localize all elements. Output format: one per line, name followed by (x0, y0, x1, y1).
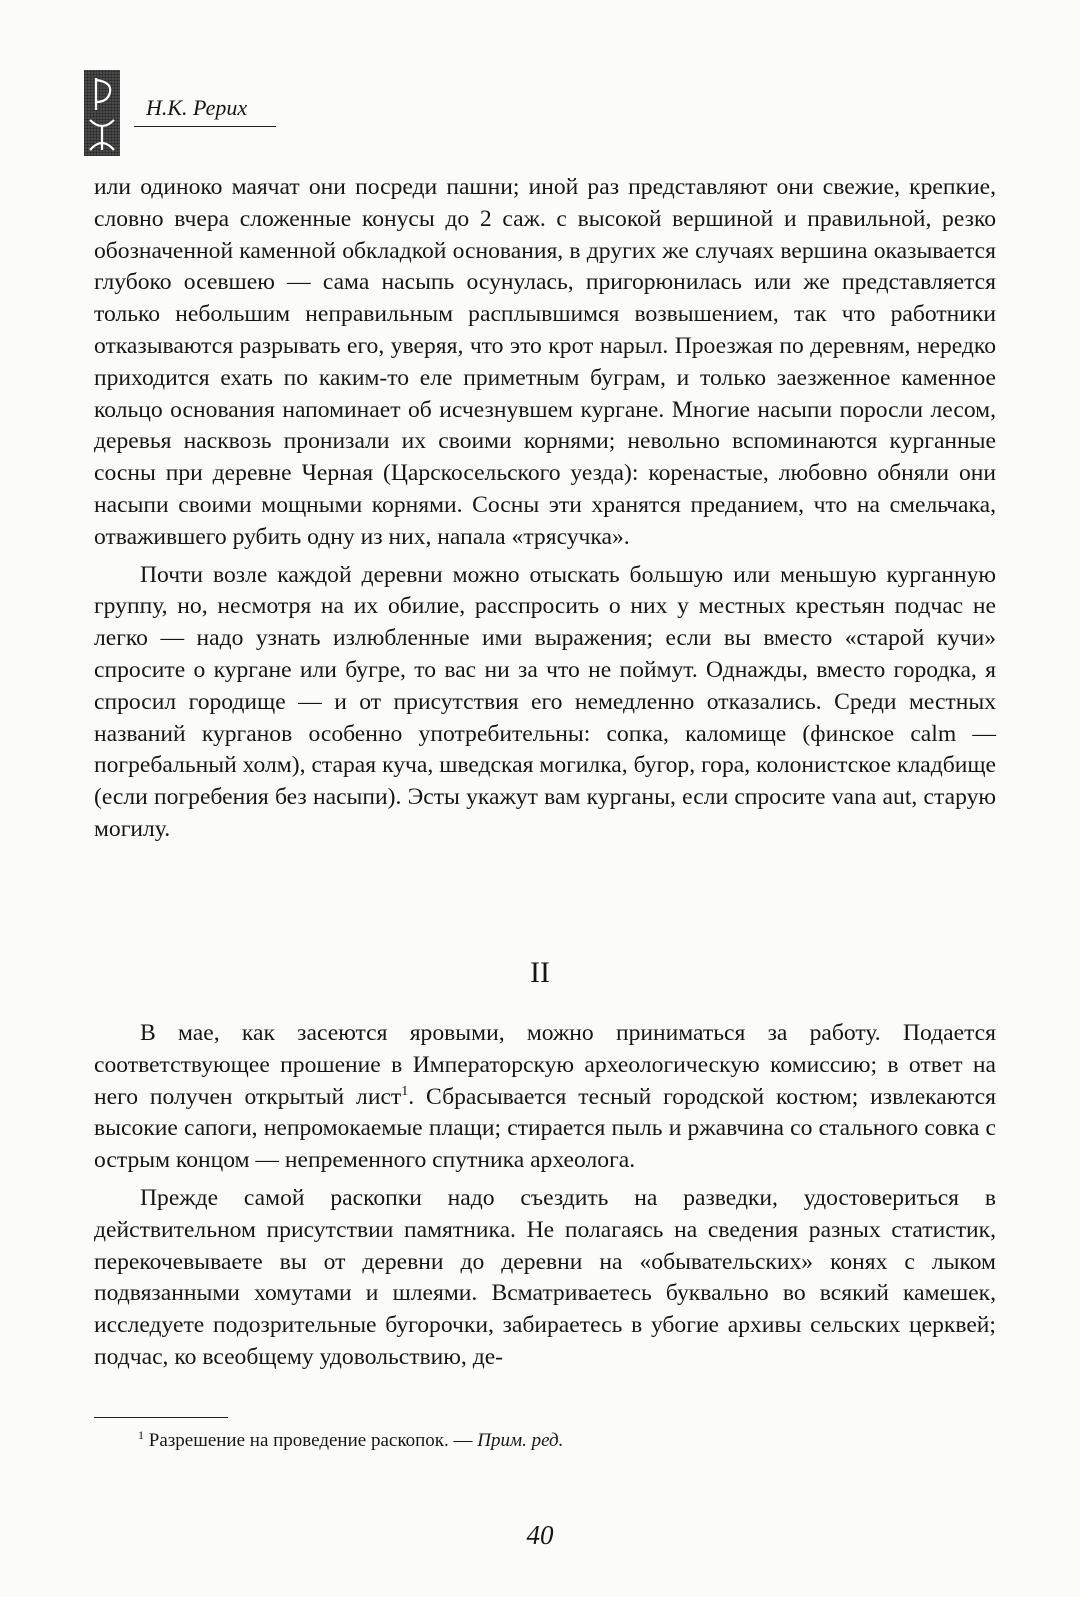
footnote-reference: 1 (401, 1083, 409, 1099)
footnote-marker: 1 (138, 1428, 144, 1442)
page-number: 40 (526, 1520, 554, 1550)
footnote-editor-note: Прим. ред. (477, 1430, 564, 1451)
header-rule (134, 126, 276, 127)
paragraph-text: В мае, как засеются яровыми, можно приниматься за работу. Подается соответствующее прошение в Императорскую археологическую комиссию; в ответ на него получен открытый лист (94, 1020, 996, 1110)
text-block-bottom (94, 1018, 996, 1374)
section-number: II (530, 956, 550, 989)
text-block-top (94, 172, 996, 846)
paragraph-continued: или одиноко маячат они посреди пашни; иной раз представляют они свежие, крепкие, словно вчера сложенные конусы до 2 саж. с высокой вершиной и правильной, резко обозначенной каменной обкладкой основания, в других же случаях вершина оказывается глубоко осевшею — сама насыпь осунулась, пригорюнилась или же представляется только небольшим неправильным расплывшимся возвышением, так что работники отказываются разрывать его, уверяя, что это крот нарыл. Проезжая по деревням, нередко приходится ехать по каким-то еле приметным буграм, и только заезженное каменное кольцо основания напоминает об исчезнувшем кургане. Многие насыпи поросли лесом, деревья насквозь пронизали их своими корнями; невольно вспоминаются курганные сосны при деревне Черная (Царскосельского уезда): коренастые, любовно обняли они насыпи своими мощными корнями. Сосны эти хранятся преданием, что на смельчака, отважившего рубить одну из них, напала «трясучка». (94, 174, 996, 550)
paragraph (94, 1018, 996, 1177)
footnote (138, 1430, 563, 1453)
paragraph: Прежде самой раскопки надо съездить на разведки, удостовериться в действительном присутствии памятника. Не полагаясь на сведения разных статистик, перекочевываете вы от деревни до деревни на «обывательских» конях с лыком подвязанными хомутами и шлеями. Всматриваетесь буквально во всякий камешек, исследуете подозрительные бугорочки, забираетесь в убогие архивы сельских церквей; подчас, ко всеобщему удовольствию, де- (94, 1184, 996, 1370)
footnote-rule (94, 1417, 228, 1418)
monogram-icon (84, 70, 120, 156)
paragraph: Почти возле каждой деревни можно отыскать большую или меньшую курганную группу, но, несмотря на их обилие, расспросить о них у местных крестьян подчас не легко — надо узнать излюбленные ими выражения; если вы вместо «старой кучи» спросите о кургане или бугре, то вас ни за что не поймут. Однажды, вместо городка, я спросил городище — и от присутствия его немедленно отказались. Среди местных названий курганов особенно употребительны: сопка, каломище (финское calm — погребальный холм), старая куча, шведская могилка, бугор, гора, колонистское кладбище (если погребения без насыпи). Эсты укажут вам курганы, если спросите vana aut, старую могилу. (94, 561, 996, 842)
footnote-text: Разрешение на проведение раскопок. — (148, 1430, 478, 1451)
running-head-author: Н.К. Рерих (146, 95, 248, 120)
paragraph-text: . Сбрасывается тесный городской костюм; извлекаются высокие сапоги, непромокаемые плащи; стирается пыль и ржавчина со стального совка с острым концом — непременного спутника археолога. (94, 1083, 996, 1174)
roerich-monogram-logo (84, 70, 120, 156)
